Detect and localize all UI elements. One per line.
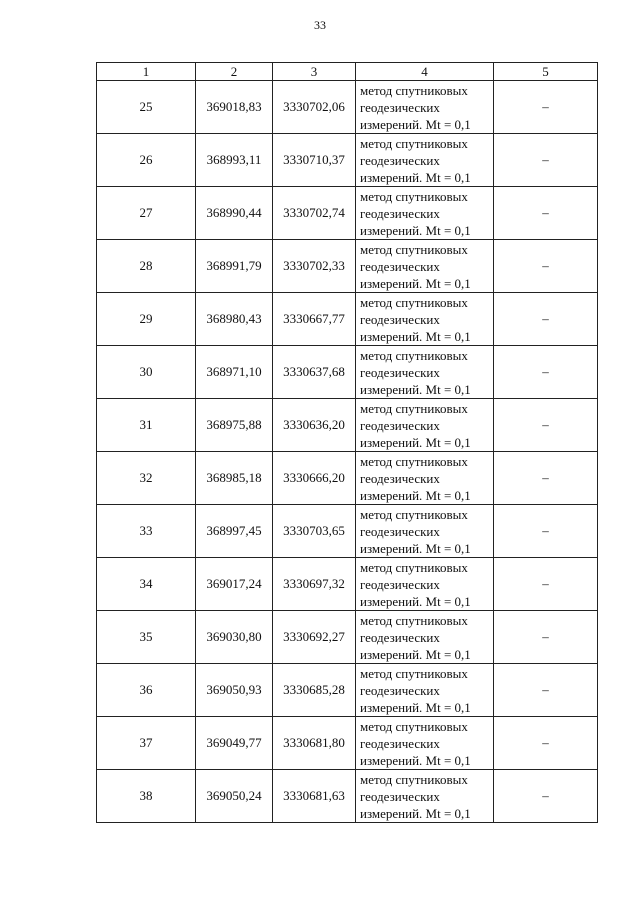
y-coordinate-cell: 3330681,80 — [273, 717, 356, 770]
method-line: геодезических — [360, 682, 440, 698]
y-coordinate-cell: 3330702,06 — [273, 81, 356, 134]
table-row — [97, 558, 598, 611]
table-row — [97, 611, 598, 664]
method-cell — [356, 505, 494, 558]
method-cell — [356, 134, 494, 187]
method-line: метод спутниковых — [360, 453, 468, 469]
method-line: метод спутниковых — [360, 612, 468, 628]
method-line: геодезических — [360, 311, 440, 327]
x-coordinate-cell: 368991,79 — [196, 240, 273, 293]
point-number-cell: 26 — [97, 134, 196, 187]
point-number-cell: 29 — [97, 293, 196, 346]
method-line: измерений. Mt = 0,1 — [360, 434, 471, 450]
method-cell — [356, 558, 494, 611]
note-cell: – — [494, 399, 598, 452]
table-row — [97, 452, 598, 505]
header-cell-2: 2 — [196, 63, 273, 81]
method-line: метод спутниковых — [360, 294, 468, 310]
method-line: метод спутниковых — [360, 559, 468, 575]
method-line: геодезических — [360, 470, 440, 486]
table-row — [97, 346, 598, 399]
x-coordinate-cell: 369030,80 — [196, 611, 273, 664]
x-coordinate-cell: 369050,93 — [196, 664, 273, 717]
y-coordinate-cell: 3330636,20 — [273, 399, 356, 452]
method-cell — [356, 770, 494, 823]
note-cell: – — [494, 717, 598, 770]
table-row — [97, 399, 598, 452]
page-number: 33 — [314, 18, 326, 32]
method-line: геодезических — [360, 735, 440, 751]
table-row — [97, 240, 598, 293]
method-line: геодезических — [360, 417, 440, 433]
method-line: измерений. Mt = 0,1 — [360, 381, 471, 397]
method-line: метод спутниковых — [360, 506, 468, 522]
table-header — [97, 63, 598, 81]
method-cell — [356, 399, 494, 452]
method-line: измерений. Mt = 0,1 — [360, 116, 471, 132]
method-line: метод спутниковых — [360, 347, 468, 363]
y-coordinate-cell: 3330637,68 — [273, 346, 356, 399]
note-cell: – — [494, 134, 598, 187]
table-row — [97, 717, 598, 770]
method-cell — [356, 187, 494, 240]
point-number-cell: 36 — [97, 664, 196, 717]
point-number-cell: 38 — [97, 770, 196, 823]
method-line: геодезических — [360, 576, 440, 592]
x-coordinate-cell: 369017,24 — [196, 558, 273, 611]
point-number-cell: 31 — [97, 399, 196, 452]
method-cell — [356, 346, 494, 399]
method-line: метод спутниковых — [360, 665, 468, 681]
y-coordinate-cell: 3330692,27 — [273, 611, 356, 664]
note-cell: – — [494, 664, 598, 717]
x-coordinate-cell: 368971,10 — [196, 346, 273, 399]
note-cell: – — [494, 452, 598, 505]
table-row — [97, 664, 598, 717]
y-coordinate-cell: 3330710,37 — [273, 134, 356, 187]
note-cell: – — [494, 505, 598, 558]
method-line: измерений. Mt = 0,1 — [360, 752, 471, 768]
method-line: измерений. Mt = 0,1 — [360, 222, 471, 238]
point-number-cell: 33 — [97, 505, 196, 558]
note-cell: – — [494, 611, 598, 664]
method-line: метод спутниковых — [360, 718, 468, 734]
table-row — [97, 134, 598, 187]
point-number-cell: 32 — [97, 452, 196, 505]
coordinates-table — [96, 62, 598, 823]
method-line: метод спутниковых — [360, 82, 468, 98]
x-coordinate-cell: 369018,83 — [196, 81, 273, 134]
method-cell — [356, 452, 494, 505]
y-coordinate-cell: 3330702,33 — [273, 240, 356, 293]
point-number-cell: 30 — [97, 346, 196, 399]
method-line: геодезических — [360, 152, 440, 168]
method-line: измерений. Mt = 0,1 — [360, 328, 471, 344]
point-number-cell: 37 — [97, 717, 196, 770]
x-coordinate-cell: 368990,44 — [196, 187, 273, 240]
x-coordinate-cell: 369050,24 — [196, 770, 273, 823]
method-line: измерений. Mt = 0,1 — [360, 593, 471, 609]
method-line: измерений. Mt = 0,1 — [360, 805, 471, 821]
note-cell: – — [494, 346, 598, 399]
x-coordinate-cell: 368985,18 — [196, 452, 273, 505]
note-cell: – — [494, 770, 598, 823]
method-line: измерений. Mt = 0,1 — [360, 275, 471, 291]
point-number-cell: 34 — [97, 558, 196, 611]
point-number-cell: 25 — [97, 81, 196, 134]
point-number-cell: 28 — [97, 240, 196, 293]
y-coordinate-cell: 3330666,20 — [273, 452, 356, 505]
header-cell-4: 4 — [356, 63, 494, 81]
method-line: измерений. Mt = 0,1 — [360, 699, 471, 715]
x-coordinate-cell: 369049,77 — [196, 717, 273, 770]
method-cell — [356, 293, 494, 346]
method-line: измерений. Mt = 0,1 — [360, 169, 471, 185]
method-line: метод спутниковых — [360, 771, 468, 787]
x-coordinate-cell: 368993,11 — [196, 134, 273, 187]
note-cell: – — [494, 187, 598, 240]
method-line: геодезических — [360, 788, 440, 804]
method-cell — [356, 611, 494, 664]
point-number-cell: 27 — [97, 187, 196, 240]
header-row — [97, 63, 598, 81]
note-cell: – — [494, 81, 598, 134]
table-row — [97, 81, 598, 134]
method-line: измерений. Mt = 0,1 — [360, 646, 471, 662]
note-cell: – — [494, 240, 598, 293]
table-row — [97, 187, 598, 240]
point-number-cell: 35 — [97, 611, 196, 664]
method-cell — [356, 664, 494, 717]
x-coordinate-cell: 368975,88 — [196, 399, 273, 452]
y-coordinate-cell: 3330667,77 — [273, 293, 356, 346]
method-cell — [356, 717, 494, 770]
method-cell — [356, 240, 494, 293]
y-coordinate-cell: 3330681,63 — [273, 770, 356, 823]
note-cell: – — [494, 293, 598, 346]
method-line: геодезических — [360, 523, 440, 539]
method-line: геодезических — [360, 629, 440, 645]
x-coordinate-cell: 368997,45 — [196, 505, 273, 558]
y-coordinate-cell: 3330702,74 — [273, 187, 356, 240]
header-cell-5: 5 — [494, 63, 598, 81]
note-cell: – — [494, 558, 598, 611]
method-line: метод спутниковых — [360, 400, 468, 416]
table-row — [97, 293, 598, 346]
y-coordinate-cell: 3330685,28 — [273, 664, 356, 717]
method-line: геодезических — [360, 99, 440, 115]
method-line: метод спутниковых — [360, 135, 468, 151]
header-cell-1: 1 — [97, 63, 196, 81]
table-body — [97, 81, 598, 823]
method-line: метод спутниковых — [360, 188, 468, 204]
method-line: геодезических — [360, 205, 440, 221]
method-cell — [356, 81, 494, 134]
y-coordinate-cell: 3330697,32 — [273, 558, 356, 611]
table-row — [97, 770, 598, 823]
method-line: измерений. Mt = 0,1 — [360, 540, 471, 556]
x-coordinate-cell: 368980,43 — [196, 293, 273, 346]
method-line: метод спутниковых — [360, 241, 468, 257]
header-cell-3: 3 — [273, 63, 356, 81]
method-line: геодезических — [360, 364, 440, 380]
method-line: геодезических — [360, 258, 440, 274]
table-row — [97, 505, 598, 558]
y-coordinate-cell: 3330703,65 — [273, 505, 356, 558]
method-line: измерений. Mt = 0,1 — [360, 487, 471, 503]
